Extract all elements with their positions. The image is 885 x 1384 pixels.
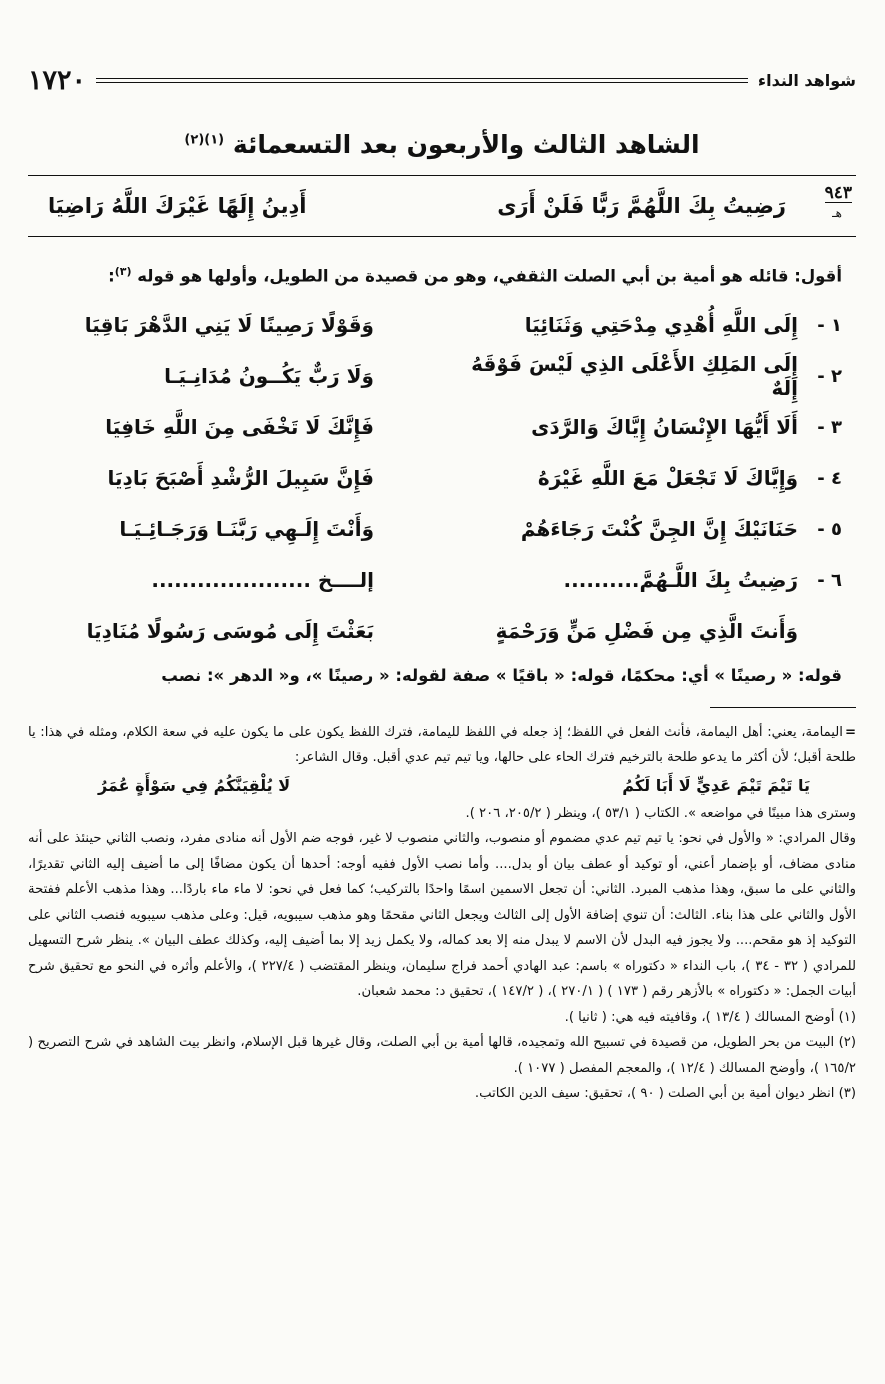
footnote-continuation: وقال المرادي: « والأول في نحو: يا تيم تيم عدي مضموم أو منصوب، والثاني منصوب لا غير، فوجه ضم الأول أنه منادى مفرد، ونصب الثاني حينئذ على أنه منادى مضاف، أو بإضمار أعني، أو توكيد أو عطف بيان أو بدل.... وأما نصب الأول ففيه أوجه: أحدها أن يكون مضافًا إلى ما أضيف إليه الثاني تقديرًا، والثاني على ما سبق، وهذا مذهب المبرد. الثاني: أن تجعل الاسمين اسمًا واحدًا بالتركيب؛ كما فعل في نحو: لا ماء ماء باردًا... وهذا مذهب الأعلم ففتحة الأول والثاني على هذا بناء. الثالث: أن تنوي إضافة الأول إلى الثالث ويجعل الثاني مقحمًا وهو مذهب سيبويه، قيل: وعلى مذهب سيبويه فنصب الثاني على التوكيد إذ هو مقحم.... ولا يجوز فيه البدل لأن الاسم لا يبدل منه إلا بعد كماله، ولا يكمل زيد إلا بما أضيف إليه، وكذلك عطف البيان ». ينظر شرح التسهيل للمرادي ( ٣٢ - ٣٤ )، باب النداء « دكتوراه » باسم: عبد الهادي أحمد فراج سليمان، وينظر المقتضب ( ٢٢٧/٤ )، والأعلم وأثره في النحو مع تحقيق شرح أبيات الجمل: « دكتوراه » بالأزهر رقم ( ١٧٣ ) ( ٢٧٠/١ )، ( ١٤٧/٢ )، تحقيق د: محمد شعبان. [28,831,856,999]
verse-hemistich-2: إلــــخ ..................... [151,568,374,592]
page-header [28,60,856,100]
poem-verse [28,300,856,351]
verse-number: ٤ - [817,467,842,489]
shahid-hemistich-2: أَدِينُ إِلَهًا غَيْرَكَ اللَّهُ رَاضِيَا [48,194,307,218]
quoted-verse-hemistich-1: يَا تَيْمَ تَيْمَ عَدِيٍّ لَا أَبَا لَكُمُ [622,775,810,795]
commentary-line: قوله: « رصينًا » أي: محكمًا، قوله: « باقيًا » صفة لقوله: « رصينًا »، و« الدهر »: نصب [161,665,842,685]
verse-hemistich-1: وَأَنتَ الَّذِي مِن فَضْلِ مَنٍّ وَرَحْمَةٍ [495,619,798,643]
section-title: الشاهد الثالث والأربعون بعد التسعمائة [232,130,700,159]
verse-hemistich-2: بَعَثْتَ إِلَى مُوسَى رَسُولًا مُنَادِيَا [86,619,374,643]
verse-hemistich-1: حَنَانَيْكَ إِنَّ الجِنَّ كُنْتَ رَجَاءَهُمْ [520,517,798,541]
poem-verse [28,504,856,555]
verse-hemistich-2: وَأَنْتَ إِلَـهِي رَبَّنَـا وَرَجَـائِـيَـا [119,517,374,541]
running-title: شواهد النداء [757,70,856,90]
heading-footnote-ref: (١)(٢) [184,132,225,148]
poem-verse [28,606,856,657]
shahid-number: ٩٤٣ [824,183,852,203]
footnote-continuation [28,720,856,771]
poem-verse [28,555,856,606]
poem [28,300,856,657]
verse-number: ٣ - [817,416,842,438]
footnotes-section [28,720,856,1107]
quoted-verse-hemistich-2: لَا يُلْقِيَنَّكُمُ فِي سَوْأَةٍ عُمَرُ [98,775,291,795]
shahid-verse-box [28,175,856,237]
section-heading [28,130,856,159]
verse-hemistich-1: إِلَى اللَّهِ أُهْدِي مِدْحَتِي وَثَنَائِيَا [524,313,798,337]
footnote-2: (٢) البيت من بحر الطويل، من قصيدة في تسبيح الله وتمجيده، قالها أمية بن أبي الصلت، وقال غيرها قبل الإسلام، وانظر بيت الشاهد في شرح التصريح ( ١٦٥/٢ )، وأوضح المسالك ( ١٢/٤ )، والمعجم المفصل ( ١٠٧٧ ). [28,1035,856,1076]
verse-hemistich-1: رَضِيتُ بِكَ اللَّـهُمَّ.......... [563,568,798,592]
verse-number: ١ - [817,314,842,336]
continuation-mark: = [844,724,856,740]
verse-hemistich-2: فَإِنَّ سَبِيلَ الرُّشْدِ أَصْبَحَ بَادِيَا [107,466,374,490]
intro-paragraph [28,259,856,290]
shahid-hemistich-1: رَضِيتُ بِكَ اللَّهُمَّ رَبًّا فَلَنْ أَرَى [497,194,786,218]
verse-number: ٥ - [817,518,842,540]
poem-verse [28,402,856,453]
intro-end: : [108,266,115,286]
intro-footnote-ref: (٣) [114,265,132,278]
verse-number: ٢ - [817,365,842,387]
verse-hemistich-2: وَقَوْلًا رَصِينًا لَا يَنِي الدَّهْرَ بَاقِيَا [84,313,374,337]
book-page [28,60,856,1107]
quoted-verse [28,771,856,801]
intro-text: قائله هو أمية بن أبي الصلت الثقفي، وهو من قصيدة من الطويل، وأولها هو قوله [137,266,789,286]
intro-lead: أقول: [794,266,842,286]
poem-verse [28,453,856,504]
verse-number: ٦ - [817,569,842,591]
verse-hemistich-2: وَلَا رَبٌّ يَكُــونُ مُدَانِـيَـا [164,364,374,388]
footnote-continuation: وسترى هذا مبينًا في مواضعه ». الكتاب ( ٥٣/١ )، وينظر ( ٢٠٥/٢، ٢٠٦ ). [465,805,856,821]
footnote-1: (١) أوضح المسالك ( ١٣/٤ )، وقافيته فيه هي: ( ثانيا ). [564,1009,856,1025]
verse-hemistich-2: فَإِنَّكَ لَا تَخْفَى مِنَ اللَّهِ خَافِيَا [105,415,374,439]
footnote-continuation-text: اليمامة، يعني: أهل اليمامة، فأنث الفعل في اللفظ؛ إذ جعله في اللفظ لليمامة، فترك اللفظ يكون على ما يكون عليه في سعة الكلام، ومثله في هذا: يا طلحة أقبل؛ لأن أكثر ما يدعو طلحة بالترخيم فترك الحاء على حالها، ويا تيم تيم عدي أقبل. وقال الشاعر: [28,724,856,765]
footnote-3: (٣) انظر ديوان أمية بن أبي الصلت ( ٩٠ )، تحقيق: سيف الدين الكاتب. [474,1086,856,1101]
verse-hemistich-1: إِلَى المَلِكِ الأَعْلَى الذِي لَيْسَ فَوْقَهُ إِلَهٌ [471,352,798,400]
page-number: ١٧٢٠ [28,64,87,96]
verse-hemistich-1: وَإِيَّاكَ لَا تَجْعَلْ مَعَ اللَّهِ غَيْرَهُ [537,466,798,490]
header-rule [96,78,748,83]
poem-verse [28,351,856,402]
verse-hemistich-1: أَلَا أَيُّهَا الإِنْسَانُ إِيَّاكَ وَالرَّدَى [531,415,798,439]
footnote-separator [710,707,856,708]
shahid-mark: هـ [832,206,842,220]
